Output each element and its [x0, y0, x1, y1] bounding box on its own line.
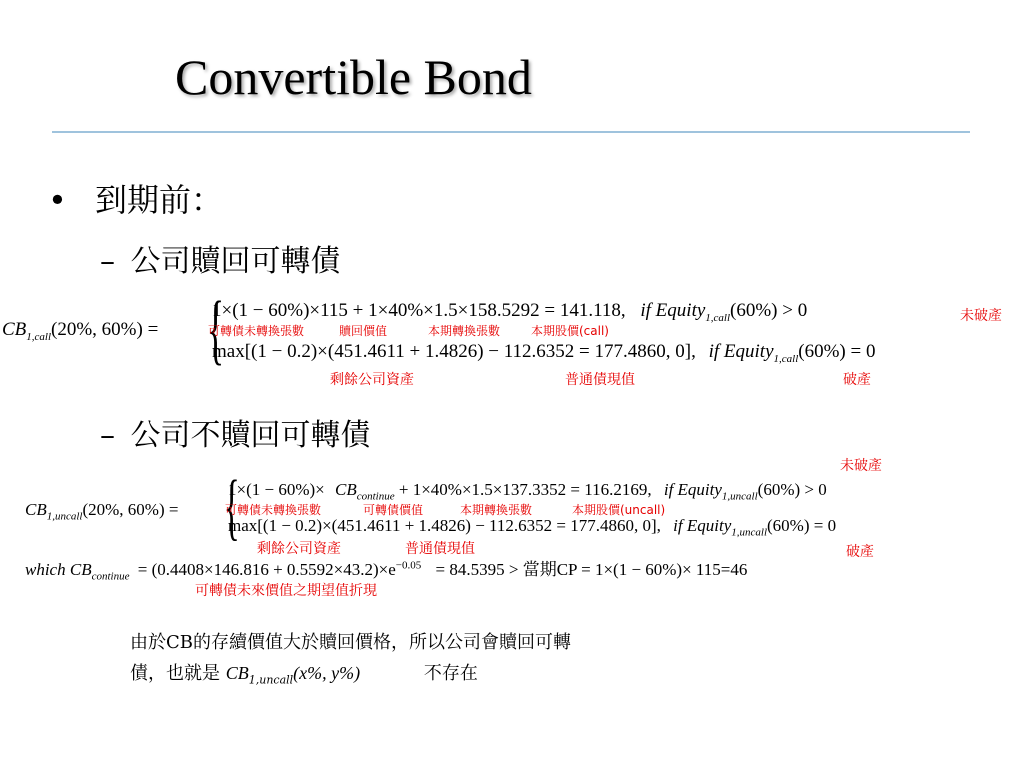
eq1-ann-0: 可轉債未轉換張數: [208, 324, 305, 338]
eq1-lhs-symbol: CB: [2, 319, 27, 340]
eq2-lhs-args: (20%, 60%) =: [82, 500, 179, 519]
eq3-which: which CB: [25, 560, 92, 579]
eq1-case2-cond-sub: 1,call: [773, 352, 799, 365]
eq2-case1-cond-rest: (60%) > 0: [757, 480, 827, 499]
conclusion-line1: 由於CB的存續價值大於贖回價格，所以公司會贖回可轉: [130, 632, 571, 653]
eq2-note-not-bankrupt: 未破產: [840, 458, 882, 474]
eq2-case1-pre: 1×(1 − 60%)×: [228, 480, 325, 499]
eq3-exp: −0.05: [395, 559, 422, 572]
eq2-case1-cond: if Equity: [663, 480, 722, 499]
eq1-case2-cond-rest: (60%) = 0: [798, 341, 876, 362]
eq1-lhs-args: (20%, 60%) =: [51, 319, 159, 340]
eq2-case1-post: + 1×40%×1.5×137.3352 = 116.2169,: [398, 480, 652, 499]
eq1-case2: [212, 341, 875, 365]
sub-bullet-uncall: [100, 410, 371, 454]
sub-bullet-text: 公司不贖回可轉債: [130, 418, 371, 453]
bullet-text: 到期前：: [95, 181, 224, 219]
conclusion-line2-a: 債，也就是: [130, 663, 220, 684]
eq2-ann-remaining-assets: 剩餘公司資產: [257, 541, 341, 557]
eq1-case1-cond-sub: 1,call: [705, 311, 731, 324]
dash-icon: –: [100, 418, 115, 453]
bullet-before-maturity: [48, 175, 223, 221]
slide-title: Convertible Bond: [175, 49, 532, 105]
eq1-lhs: [2, 319, 158, 343]
conclusion-cb: CB: [225, 663, 249, 683]
eq3-body: = (0.4408×146.816 + 0.5592×43.2)×e: [137, 560, 396, 579]
eq2-ann-1: 可轉債價值: [363, 503, 424, 517]
eq1-ann-3: 本期股價(call): [531, 324, 609, 338]
eq2-case1-cb: CB: [335, 480, 357, 499]
conclusion-cb-sub: 1,uncall: [248, 673, 294, 687]
sub-bullet-text: 公司贖回可轉債: [130, 244, 341, 279]
eq2-case2: [228, 516, 836, 538]
eq1-brace: {: [207, 285, 225, 372]
eq2-case2-cond-sub: 1,uncall: [731, 526, 767, 539]
eq2-case2-expr: max[(1 − 0.2)×(451.4611 + 1.4826) − 112.6352 = 177.4860, 0],: [228, 516, 661, 535]
sub-bullet-call: [100, 236, 341, 280]
title-divider: [52, 131, 970, 133]
eq1-case1-expr: 1×(1 − 60%)×115 + 1×40%×1.5×158.5292 = 141.118,: [212, 300, 626, 321]
eq1-case2-expr: max[(1 − 0.2)×(451.4611 + 1.4826) − 112.6352 = 177.4860, 0],: [212, 341, 696, 362]
conclusion-args: (x%, y%): [293, 663, 361, 683]
eq2-ann-0: 可轉債未轉換張數: [225, 503, 322, 517]
eq1-note-not-bankrupt: 未破產: [960, 308, 1002, 324]
eq1-lhs-sub: 1,call: [26, 330, 52, 343]
eq2-case2-cond: if Equity: [673, 516, 732, 535]
eq2-case2-cond-rest: (60%) = 0: [767, 516, 837, 535]
eq2-ann-bond-pv: 普通債現值: [405, 541, 475, 557]
eq1-ann-2: 本期轉換張數: [428, 324, 501, 338]
conclusion-line2: [130, 658, 770, 696]
bullet-icon: •: [48, 181, 67, 219]
eq2-case1-cb-sub: continue: [356, 490, 395, 503]
dash-icon: –: [100, 244, 115, 279]
eq1-case1: [212, 300, 807, 324]
eq3: [25, 555, 747, 582]
eq1-case1-cond-rest: (60%) > 0: [730, 300, 808, 321]
eq1-note-bankrupt: 破產: [843, 372, 871, 388]
eq1-ann-bond-pv: 普通債現值: [565, 372, 635, 388]
eq2-brace: {: [223, 466, 240, 548]
eq3-rest: = 84.5395 > 當期CP = 1×(1 − 60%)× 115=46: [435, 560, 748, 579]
eq1-case2-cond: if Equity: [708, 341, 774, 362]
eq2-lhs-sub: 1,uncall: [46, 510, 83, 523]
conclusion-line2-b: 不存在: [423, 663, 478, 684]
eq1-case1-cond: if Equity: [640, 300, 706, 321]
eq2-ann-2: 本期轉換張數: [460, 503, 533, 517]
eq1-ann-1: 贖回價值: [339, 324, 388, 338]
eq3-annotation: 可轉債未來價值之期望值折現: [195, 583, 377, 599]
eq2-ann-3: 本期股價(uncall): [572, 503, 666, 517]
eq2-lhs-symbol: CB: [25, 500, 47, 519]
eq2-case1-cond-sub: 1,uncall: [721, 490, 758, 503]
eq2-note-bankrupt: 破產: [846, 544, 874, 560]
eq3-which-sub: continue: [91, 570, 130, 583]
conclusion-text: [130, 628, 770, 696]
eq2-lhs: [25, 500, 178, 522]
eq2-case1: [228, 480, 827, 502]
eq1-ann-remaining-assets: 剩餘公司資產: [330, 372, 414, 388]
